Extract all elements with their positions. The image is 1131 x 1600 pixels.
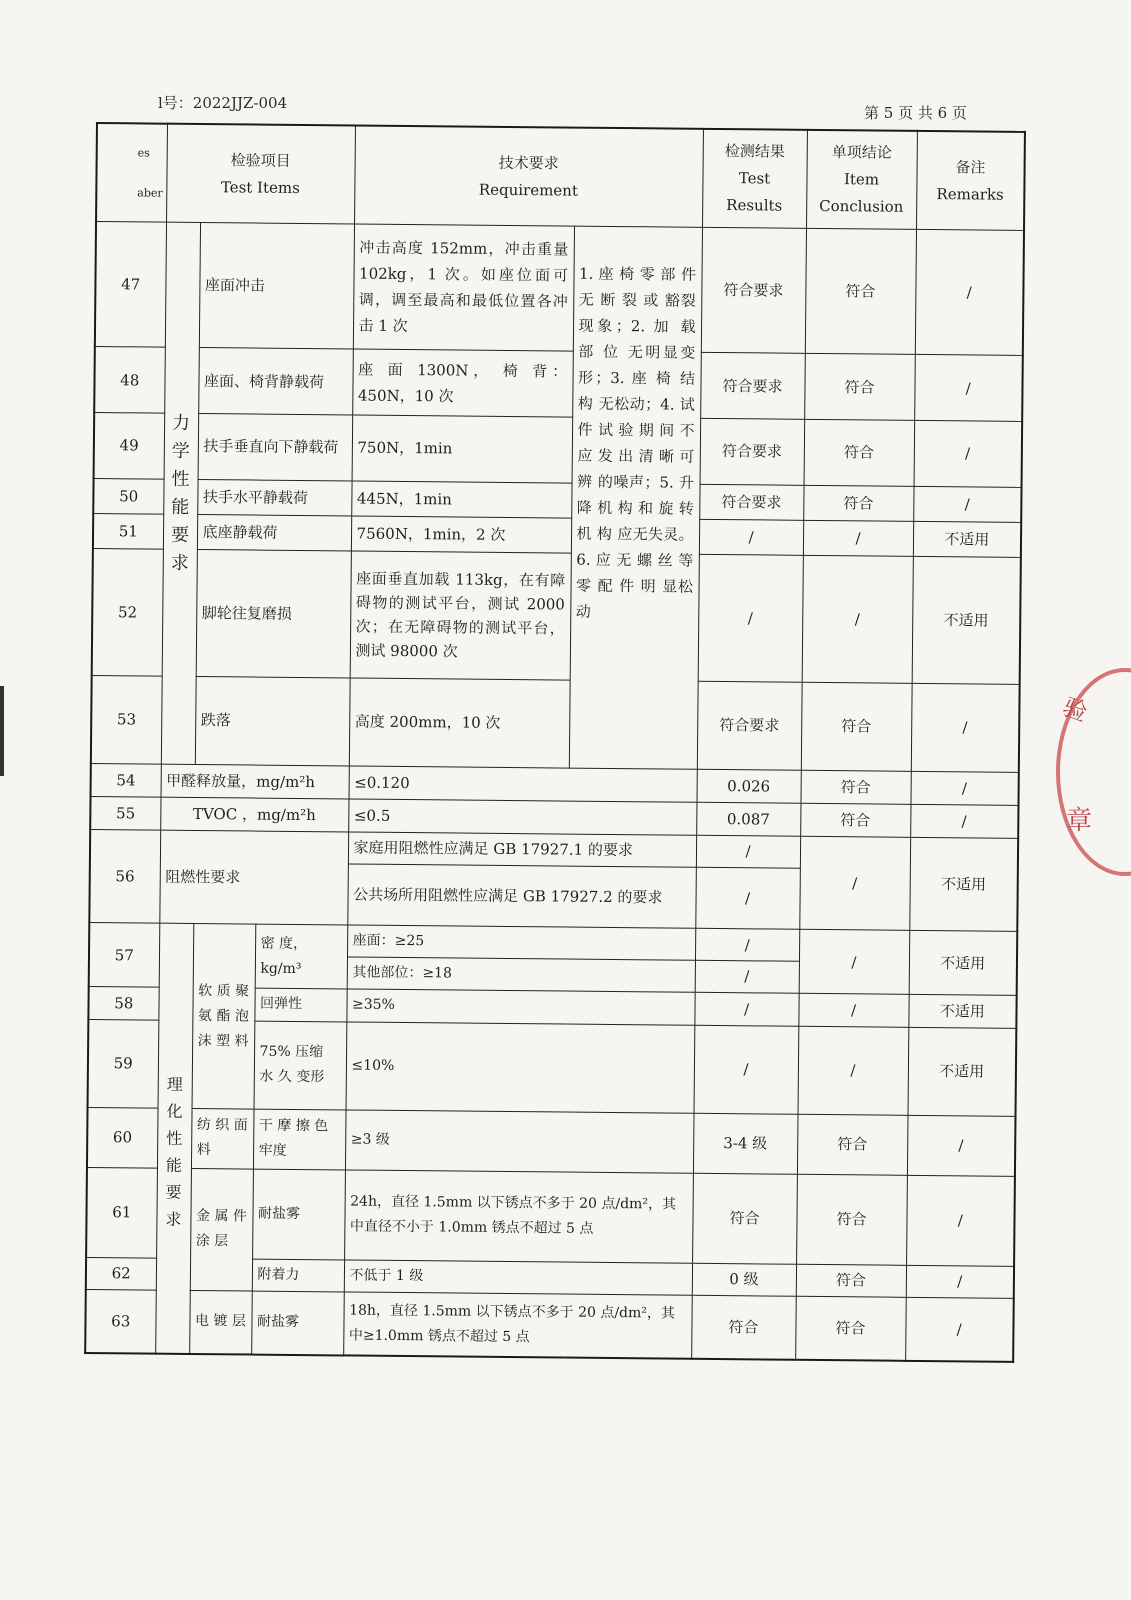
row-number: 51 — [93, 513, 163, 549]
group-foam: 软 质 聚 氨 酯 泡 沫 塑 料 — [192, 924, 256, 1109]
test-result: 符合要求 — [699, 484, 803, 520]
table-row — [91, 675, 1020, 772]
test-item: TVOC ，mg/m²h — [160, 797, 348, 832]
group-physchem: 理 化 性 能 要 求 — [155, 923, 193, 1354]
row-number: 62 — [86, 1257, 156, 1289]
test-result: 符合要求 — [701, 227, 806, 353]
test-result: 0.087 — [696, 802, 800, 836]
requirement: ≤0.5 — [348, 799, 696, 835]
test-result: / — [695, 929, 799, 962]
test-item: 耐盐雾 — [252, 1169, 345, 1260]
requirement: ≤10% — [346, 1022, 695, 1114]
table-row — [87, 1107, 1016, 1175]
test-result: / — [694, 1025, 799, 1114]
seal-text-bottom: 章 — [1066, 806, 1093, 836]
requirement: 18h，直径 1.5mm 以下锈点不多于 20 点/dm²，其中≥1.0mm 锈点不超过 5 点 — [343, 1292, 692, 1359]
requirement: 750N，1min — [352, 415, 573, 483]
test-result: 符合要求 — [700, 418, 805, 485]
test-item: 耐盐雾 — [251, 1291, 344, 1356]
row-number: 60 — [87, 1107, 158, 1167]
item-conclusion: 符合 — [804, 354, 915, 421]
test-result: / — [696, 835, 800, 868]
requirement: 座面：≥25 — [347, 925, 695, 960]
remark: / — [914, 420, 1023, 487]
header-number: es aber — [96, 123, 167, 222]
item-conclusion: 符合 — [800, 803, 910, 837]
requirement: 家庭用阻燃性应满足 GB 17927.1 的要求 — [348, 832, 696, 867]
scan-edge-mark — [0, 686, 4, 776]
requirement: 24h，直径 1.5mm 以下锈点不多于 20 点/dm²，其中直径不小于 1.0mm 锈点不超过 5 点 — [344, 1169, 693, 1263]
remark: / — [911, 771, 1019, 805]
test-result: 符合 — [692, 1173, 797, 1264]
group-plating: 电 镀 层 — [189, 1290, 252, 1354]
test-item: 回弹性 — [254, 988, 346, 1022]
remark: / — [911, 683, 1020, 772]
test-item: 密 度， kg/m³ — [255, 924, 348, 989]
shared-requirement: 1. 座 椅 零 部 件 无 断 裂 或 豁裂现象；2. 加 载 部 位 无明显变形；3. 座 椅 结 构 无松动；4. 试 件 试 验 期 间 不 应 发 出 清 晰 可 辨 的噪声；5. 升 降 机 构 和 旋 转 机 构 应无失灵。6. 应 无 螺 丝 等 零 配 件 明 显松动 — [569, 226, 702, 769]
item-conclusion: / — [802, 555, 913, 683]
row-number: 63 — [85, 1289, 156, 1353]
requirement: 冲击高度 152mm，冲击重量 102kg，1 次。如座位面可调，调至最高和最低位置各冲击 1 次 — [353, 224, 574, 351]
header-remarks: 备注 Remarks — [916, 131, 1025, 231]
remark: 不适用 — [908, 994, 1016, 1028]
test-result: 符合要求 — [700, 353, 805, 420]
test-item: 甲醛释放量，mg/m²h — [161, 764, 349, 799]
item-conclusion: 符合 — [796, 1264, 906, 1297]
table-row — [94, 413, 1023, 488]
item-conclusion: / — [798, 993, 908, 1027]
test-item: 干 摩 擦 色牢度 — [253, 1109, 346, 1169]
item-conclusion: 符合 — [805, 228, 916, 354]
seal-text-top: 验 — [1059, 692, 1092, 728]
test-item: 扶手水平静载荷 — [197, 479, 351, 515]
requirement: 7560N，1min，2 次 — [351, 516, 571, 553]
item-conclusion: 符合 — [804, 419, 915, 486]
test-item: 扶手垂直向下静载荷 — [198, 414, 353, 481]
requirement: 座 面 1300N， 椅 背： 450N，10 次 — [352, 349, 573, 417]
header-results: 检测结果 Test Results — [702, 129, 807, 229]
item-conclusion: 符合 — [801, 682, 912, 771]
test-result: 0 级 — [692, 1263, 796, 1296]
test-result: / — [694, 992, 798, 1026]
row-number: 57 — [89, 923, 160, 987]
requirement-secondary: 公共场所用阻燃性应满足 GB 17927.2 的要求 — [347, 864, 696, 929]
test-item: 底座静载荷 — [197, 514, 351, 550]
row-number: 53 — [91, 675, 162, 764]
requirement: 445N，1min — [351, 481, 571, 518]
item-conclusion: / — [799, 930, 910, 995]
row-number: 52 — [92, 548, 163, 676]
table-row — [94, 347, 1023, 422]
row-number: 50 — [93, 478, 163, 514]
remark: 不适用 — [909, 837, 1018, 931]
remark: 不适用 — [909, 931, 1018, 996]
remark: 不适用 — [908, 1027, 1017, 1116]
table-header-row — [96, 123, 1025, 230]
remark: / — [914, 355, 1023, 422]
header-conclusion: 单项结论 Item Conclusion — [806, 130, 917, 230]
remark: / — [913, 486, 1021, 522]
item-conclusion: / — [799, 836, 910, 930]
row-number: 55 — [90, 796, 160, 830]
requirement: 座面垂直加载 113kg，在有障碍物的测试平台，测试 2000 次；在无障碍物的测试平台，测试 98000 次 — [350, 550, 571, 679]
requirement: 不低于 1 级 — [344, 1260, 692, 1295]
test-item: 脚轮往复磨损 — [196, 549, 351, 678]
remark: / — [910, 804, 1018, 838]
test-result: / — [699, 519, 803, 555]
table-row — [95, 222, 1024, 356]
remark: / — [906, 1265, 1014, 1298]
row-number: 49 — [94, 413, 165, 479]
test-result-secondary: / — [695, 960, 799, 993]
table-row — [85, 1289, 1014, 1362]
item-conclusion: / — [803, 520, 913, 556]
test-result: 符合要求 — [697, 681, 802, 770]
item-conclusion: 符合 — [801, 770, 911, 804]
header-test-items: 检验项目 Test Items — [166, 124, 355, 224]
remark: / — [906, 1175, 1015, 1266]
row-number: 48 — [94, 347, 165, 413]
item-conclusion: / — [798, 1026, 909, 1115]
test-results-table — [84, 122, 1026, 1363]
group-textile: 纺 织 面料 — [191, 1108, 254, 1168]
table-row — [86, 1167, 1015, 1266]
item-conclusion: 符合 — [796, 1174, 907, 1265]
report-sheet — [84, 122, 1024, 1363]
remark: 不适用 — [912, 556, 1021, 684]
remark: / — [907, 1115, 1016, 1176]
test-result: 3-4 级 — [693, 1113, 798, 1174]
remark: 不适用 — [913, 521, 1021, 557]
requirement: ≥3 级 — [345, 1110, 694, 1173]
row-number: 61 — [86, 1167, 157, 1258]
table-row — [92, 548, 1021, 684]
row-number: 54 — [91, 764, 161, 798]
test-item: 跌落 — [195, 676, 350, 766]
page-indicator: 第 5 页 共 6 页 — [864, 104, 967, 122]
requirement: ≤0.120 — [349, 766, 697, 802]
remark: / — [915, 229, 1024, 355]
remark: / — [905, 1297, 1014, 1362]
test-item: 座面冲击 — [199, 223, 354, 350]
report-number: l号：2022JJZ-004 — [158, 94, 288, 112]
row-number: 58 — [88, 986, 158, 1020]
row-number: 56 — [89, 829, 160, 923]
test-result: 符合 — [691, 1295, 796, 1360]
requirement: 高度 200mm，10 次 — [349, 678, 570, 768]
item-conclusion: 符合 — [795, 1296, 906, 1361]
test-item: 75% 压缩 水 久 变形 — [254, 1021, 347, 1110]
requirement: ≥35% — [346, 989, 694, 1025]
row-number: 59 — [88, 1019, 159, 1108]
test-result: 0.026 — [697, 769, 801, 803]
item-conclusion: 符合 — [797, 1114, 908, 1175]
group-mechanical: 力 学 性 能 要 求 — [161, 222, 200, 764]
row-number: 47 — [95, 222, 166, 348]
test-item: 附着力 — [252, 1259, 344, 1292]
item-conclusion: 符合 — [803, 485, 913, 521]
test-item: 阻燃性要求 — [159, 830, 348, 925]
test-item: 座面、椅背静载荷 — [198, 348, 353, 415]
test-result-secondary: / — [695, 867, 800, 930]
requirement-secondary: 其他部位：≥18 — [347, 957, 695, 992]
group-metal-coating: 金 属 件 涂 层 — [190, 1168, 253, 1291]
header-requirement: 技术要求 Requirement — [354, 125, 703, 227]
test-result: / — [698, 554, 803, 682]
